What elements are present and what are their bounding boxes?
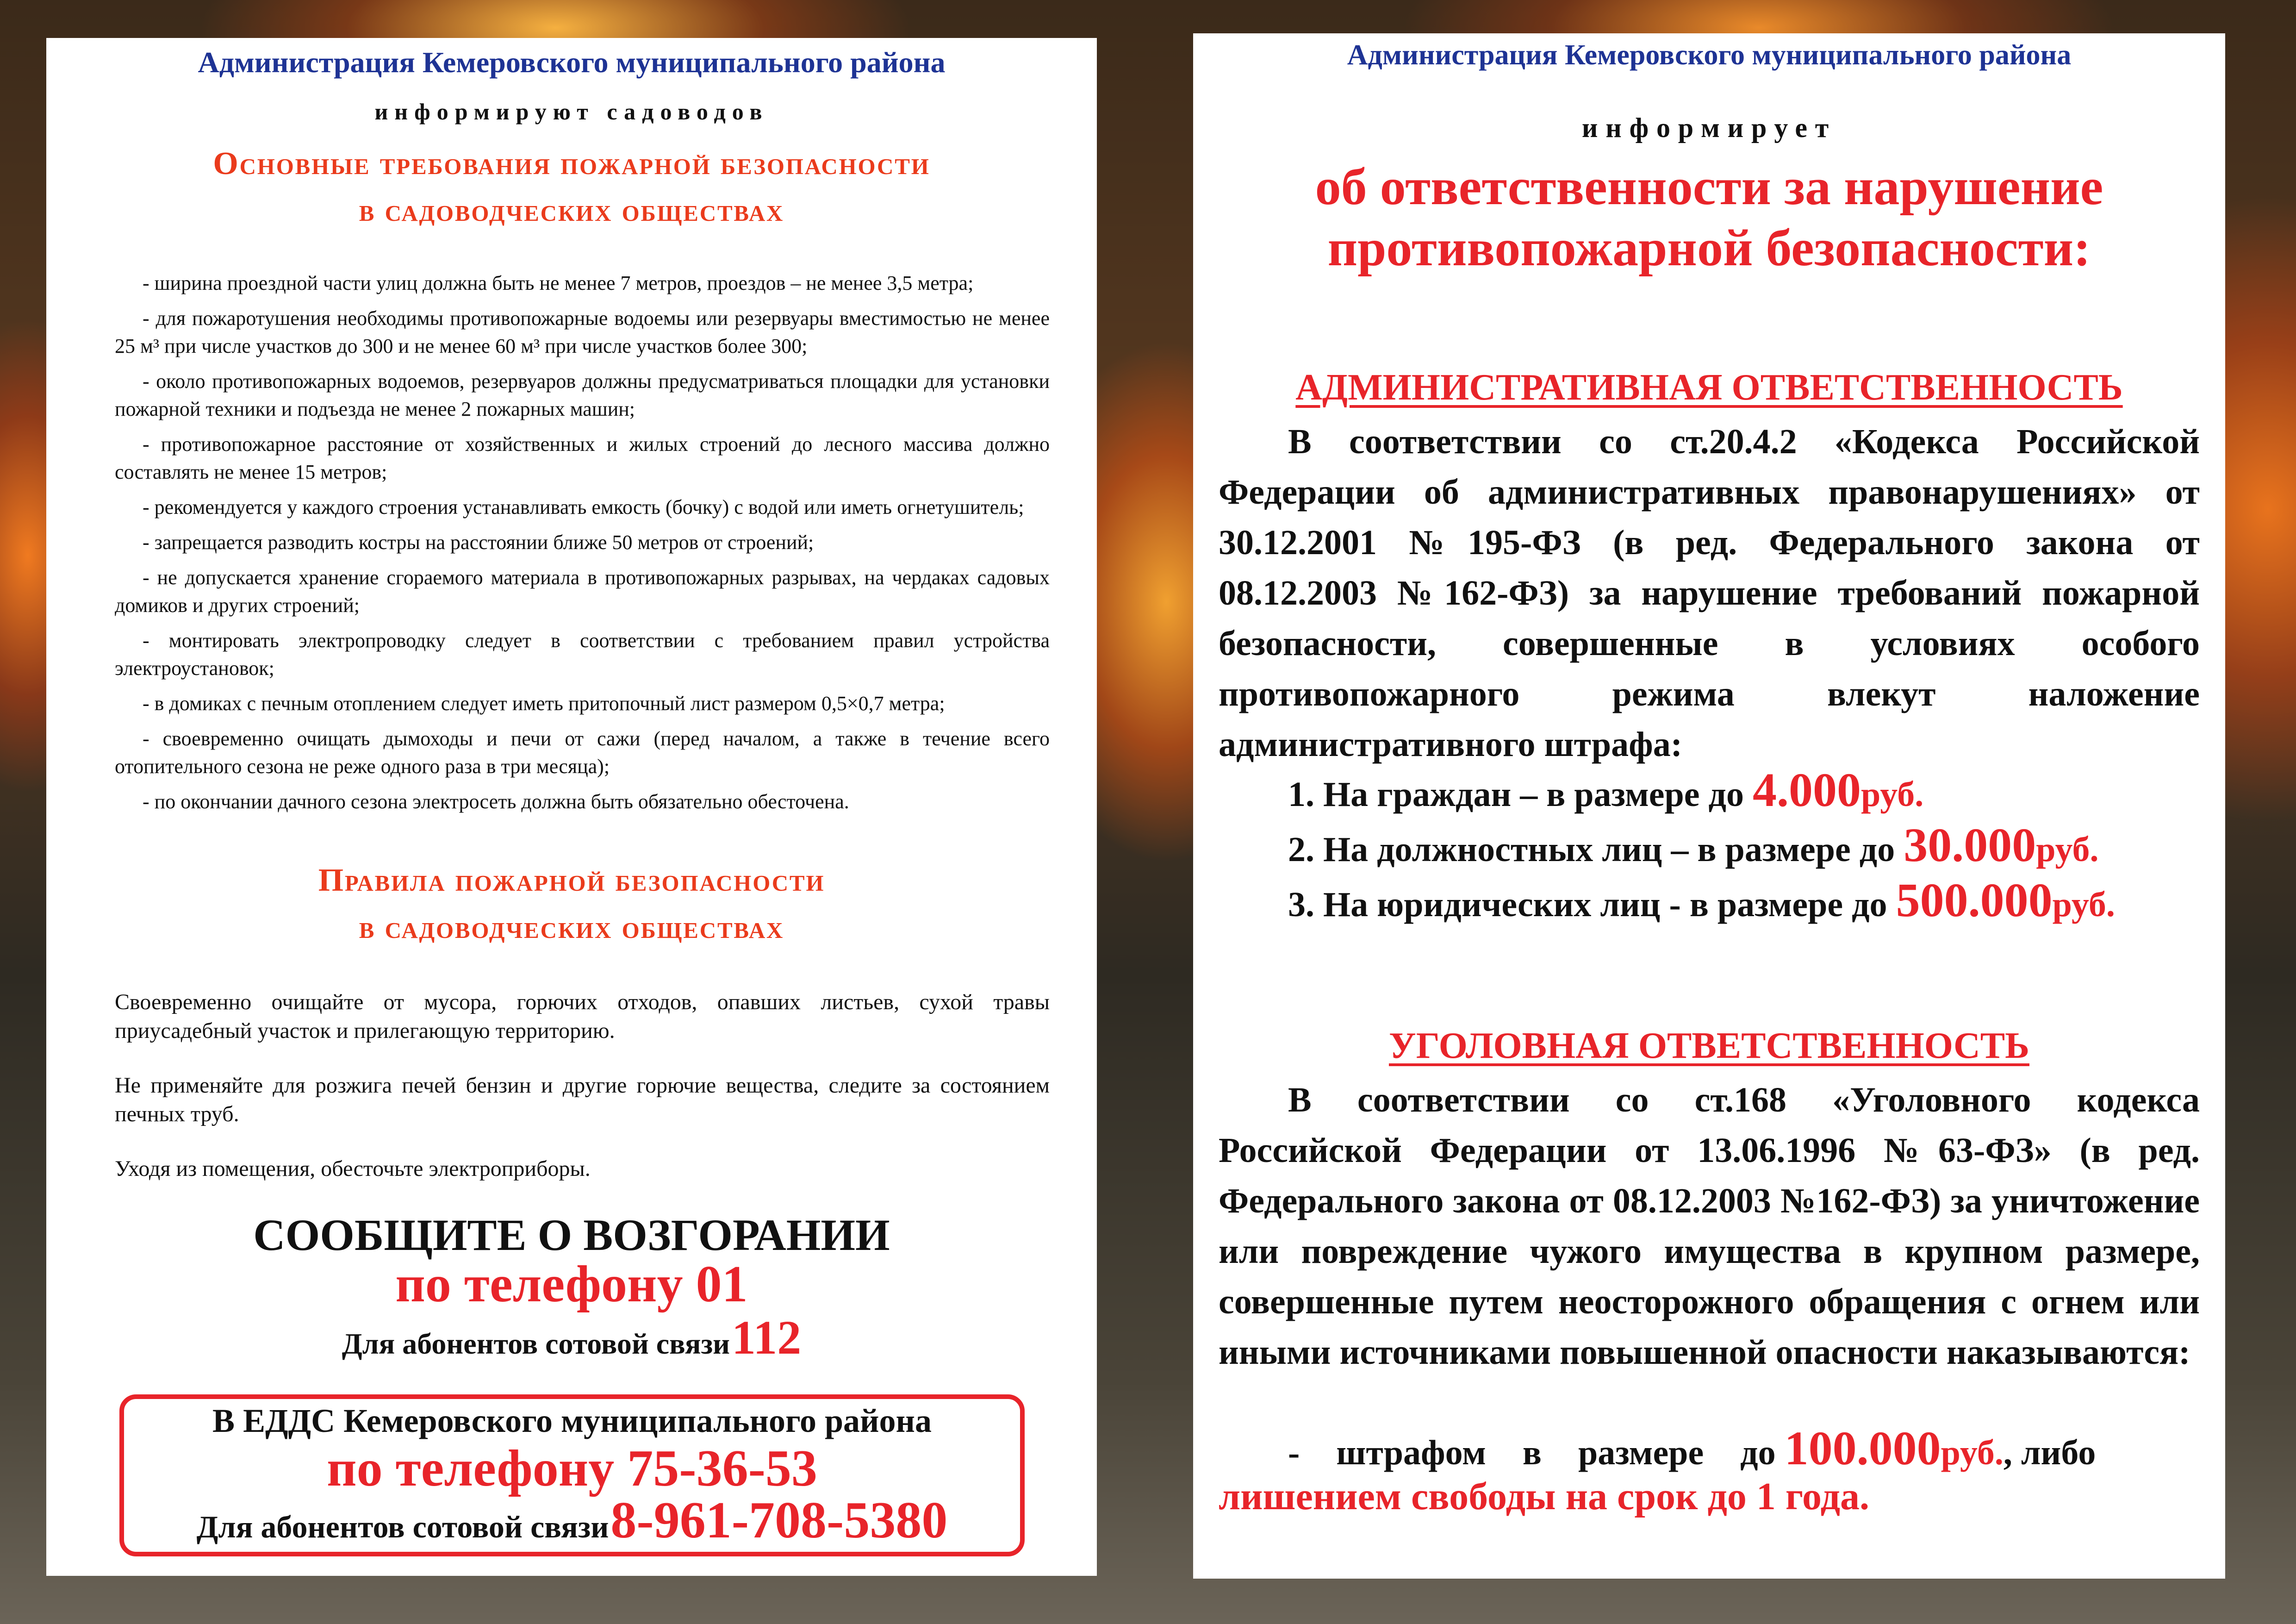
list-item: - в домиках с печным отоплением следует иметь притопочный лист размером 0,5×0,7 метра;: [143, 692, 945, 715]
fine-amount: 500.000: [1896, 874, 2053, 927]
left-header: Администрация Кемеровского муниципального района: [198, 46, 946, 79]
list-item: - своевременно очищать дымоходы и печи от сажи (перед началом, а также в течение всего отопительного сезона не реже одного раза в три месяца);: [115, 727, 1050, 778]
penalty-amount: 100.000: [1784, 1422, 1941, 1475]
fine-label: 3. На юридических лиц - в размере до: [1288, 885, 1887, 924]
list-item: - монтировать электропроводку следует в соответствии с требованием правил устройства электроустановок;: [115, 629, 1050, 680]
list-item: - по окончании дачного сезона электросеть должна быть обязательно обесточена.: [143, 790, 849, 813]
report-mobile-label: Для абонентов сотовой связи: [342, 1327, 730, 1360]
report-mobile-number: 112: [732, 1311, 802, 1364]
right-poster: [1193, 33, 2225, 1579]
fine-label: 2. На должностных лиц – в размере до: [1288, 830, 1895, 869]
requirements-list: [115, 269, 1050, 823]
edds-phone: по телефону 75-36-53: [327, 1440, 817, 1497]
penalty-line2: лишением свободы на срок до 1 года.: [1219, 1475, 1870, 1518]
list-item: - не допускается хранение сгораемого материала в противопожарных разрывах, на чердаках садовых домиков и других строений;: [115, 566, 1050, 617]
penalty-suffix: , либо: [2003, 1433, 2096, 1472]
right-title-line2: противопожарной безопасности:: [1327, 219, 2091, 277]
edds-mobile-label: Для абонентов сотовой связи: [196, 1509, 609, 1544]
list-item: - ширина проездной части улиц должна быть не менее 7 метров, проездов – не менее 3,5 метра;: [143, 272, 974, 294]
list-item: - около противопожарных водоемов, резервуаров должны предусматриваться площадки для установки пожарной техники и подъезда не менее 2 пожарных машин;: [115, 370, 1050, 420]
edds-box: [119, 1394, 1025, 1556]
left-subheader: информируют садоводов: [374, 99, 769, 125]
rule-paragraph: Уходя из помещения, обесточьте электроприборы.: [115, 1156, 591, 1181]
list-item: [1219, 875, 2200, 930]
admin-liability-text: В соответствии со ст.20.4.2 «Кодекса Российской Федерации об административных правонарушениях» от 30.12.2001 №195-ФЗ (в ред. Федерального закона от 08.12.2003 №162-ФЗ) за нарушение требований пожарной безопасности, совершенные в условиях особого противопожарного режима влекут наложение административного штрафа:: [1219, 422, 2200, 764]
criminal-liability-title: УГОЛОВНАЯ ОТВЕТСТВЕННОСТЬ: [1388, 1025, 2030, 1066]
admin-liability-title: АДМИНИСТРАТИВНАЯ ОТВЕТСТВЕННОСТЬ: [1295, 367, 2123, 408]
fine-unit: руб.: [2052, 885, 2115, 924]
fine-amount: 30.000: [1904, 818, 2036, 872]
list-item: [1219, 820, 2200, 875]
fine-unit: руб.: [2036, 830, 2099, 869]
report-phone: по телефону 01: [395, 1255, 748, 1313]
left-title1-line1: Основные требования пожарной безопасности: [213, 146, 930, 181]
left-title1-line2: в садоводческих обществах: [359, 193, 784, 228]
right-header: Администрация Кемеровского муниципального района: [1347, 39, 2072, 71]
list-item: - запрещается разводить костры на расстоянии ближе 50 метров от строений;: [143, 531, 814, 554]
rule-paragraph: Своевременно очищайте от мусора, горючих отходов, опавших листьев, сухой травы приусадебный участок и прилегающую территорию.: [115, 990, 1050, 1043]
fine-unit: руб.: [1860, 775, 1924, 814]
fines-list: [1219, 765, 2200, 930]
left-title2-line1: Правила пожарной безопасности: [318, 862, 825, 898]
edds-mobile-number: 8-961-708-5380: [610, 1492, 948, 1549]
fine-label: 1. На граждан – в размере до: [1288, 775, 1744, 814]
list-item: [1219, 765, 2200, 820]
right-title-line1: об ответственности за нарушение: [1315, 158, 2103, 216]
criminal-liability-text: В соответствии со ст.168 «Уголовного кодекса Российской Федерации от 13.06.1996 №63-ФЗ» (в ред. Федерального закона от 08.12.2003 №162-ФЗ) за уничтожение или повреждение чужого имущества в крупном размере, совершенные путем неосторожного обращения с огнем или иными источниками повышенной опасности наказываются:: [1219, 1081, 2200, 1372]
right-subheader: информирует: [1581, 112, 1837, 143]
left-title2-line2: в садоводческих обществах: [359, 910, 784, 945]
list-item: - противопожарное расстояние от хозяйственных и жилых строений до лесного массива должно составлять не менее 15 метров;: [115, 433, 1050, 483]
report-mobile-row: [46, 1310, 1097, 1365]
edds-title: В ЕДДС Кемеровского муниципального района: [212, 1402, 932, 1439]
penalty-unit: руб.: [1941, 1433, 2004, 1472]
edds-mobile-row: [124, 1491, 1020, 1550]
list-item: - для пожаротушения необходимы противопожарные водоемы или резервуары вместимостью не менее 25 м³ при числе участков до 300 и не менее 60 м³ при числе участков более 300;: [115, 307, 1050, 357]
left-poster: [46, 38, 1097, 1576]
list-item: - рекомендуется у каждого строения устанавливать емкость (бочку) с водой или иметь огнетушитель;: [143, 496, 1024, 518]
penalty-line: [1219, 1423, 2200, 1478]
rule-paragraph: Не применяйте для розжига печей бензин и другие горючие вещества, следите за состоянием печных труб.: [115, 1073, 1050, 1126]
fine-amount: 4.000: [1752, 763, 1861, 817]
report-heading: СООБЩИТЕ О ВОЗГОРАНИИ: [253, 1210, 890, 1260]
penalty-prefix: - штрафом в размере до: [1288, 1433, 1776, 1472]
